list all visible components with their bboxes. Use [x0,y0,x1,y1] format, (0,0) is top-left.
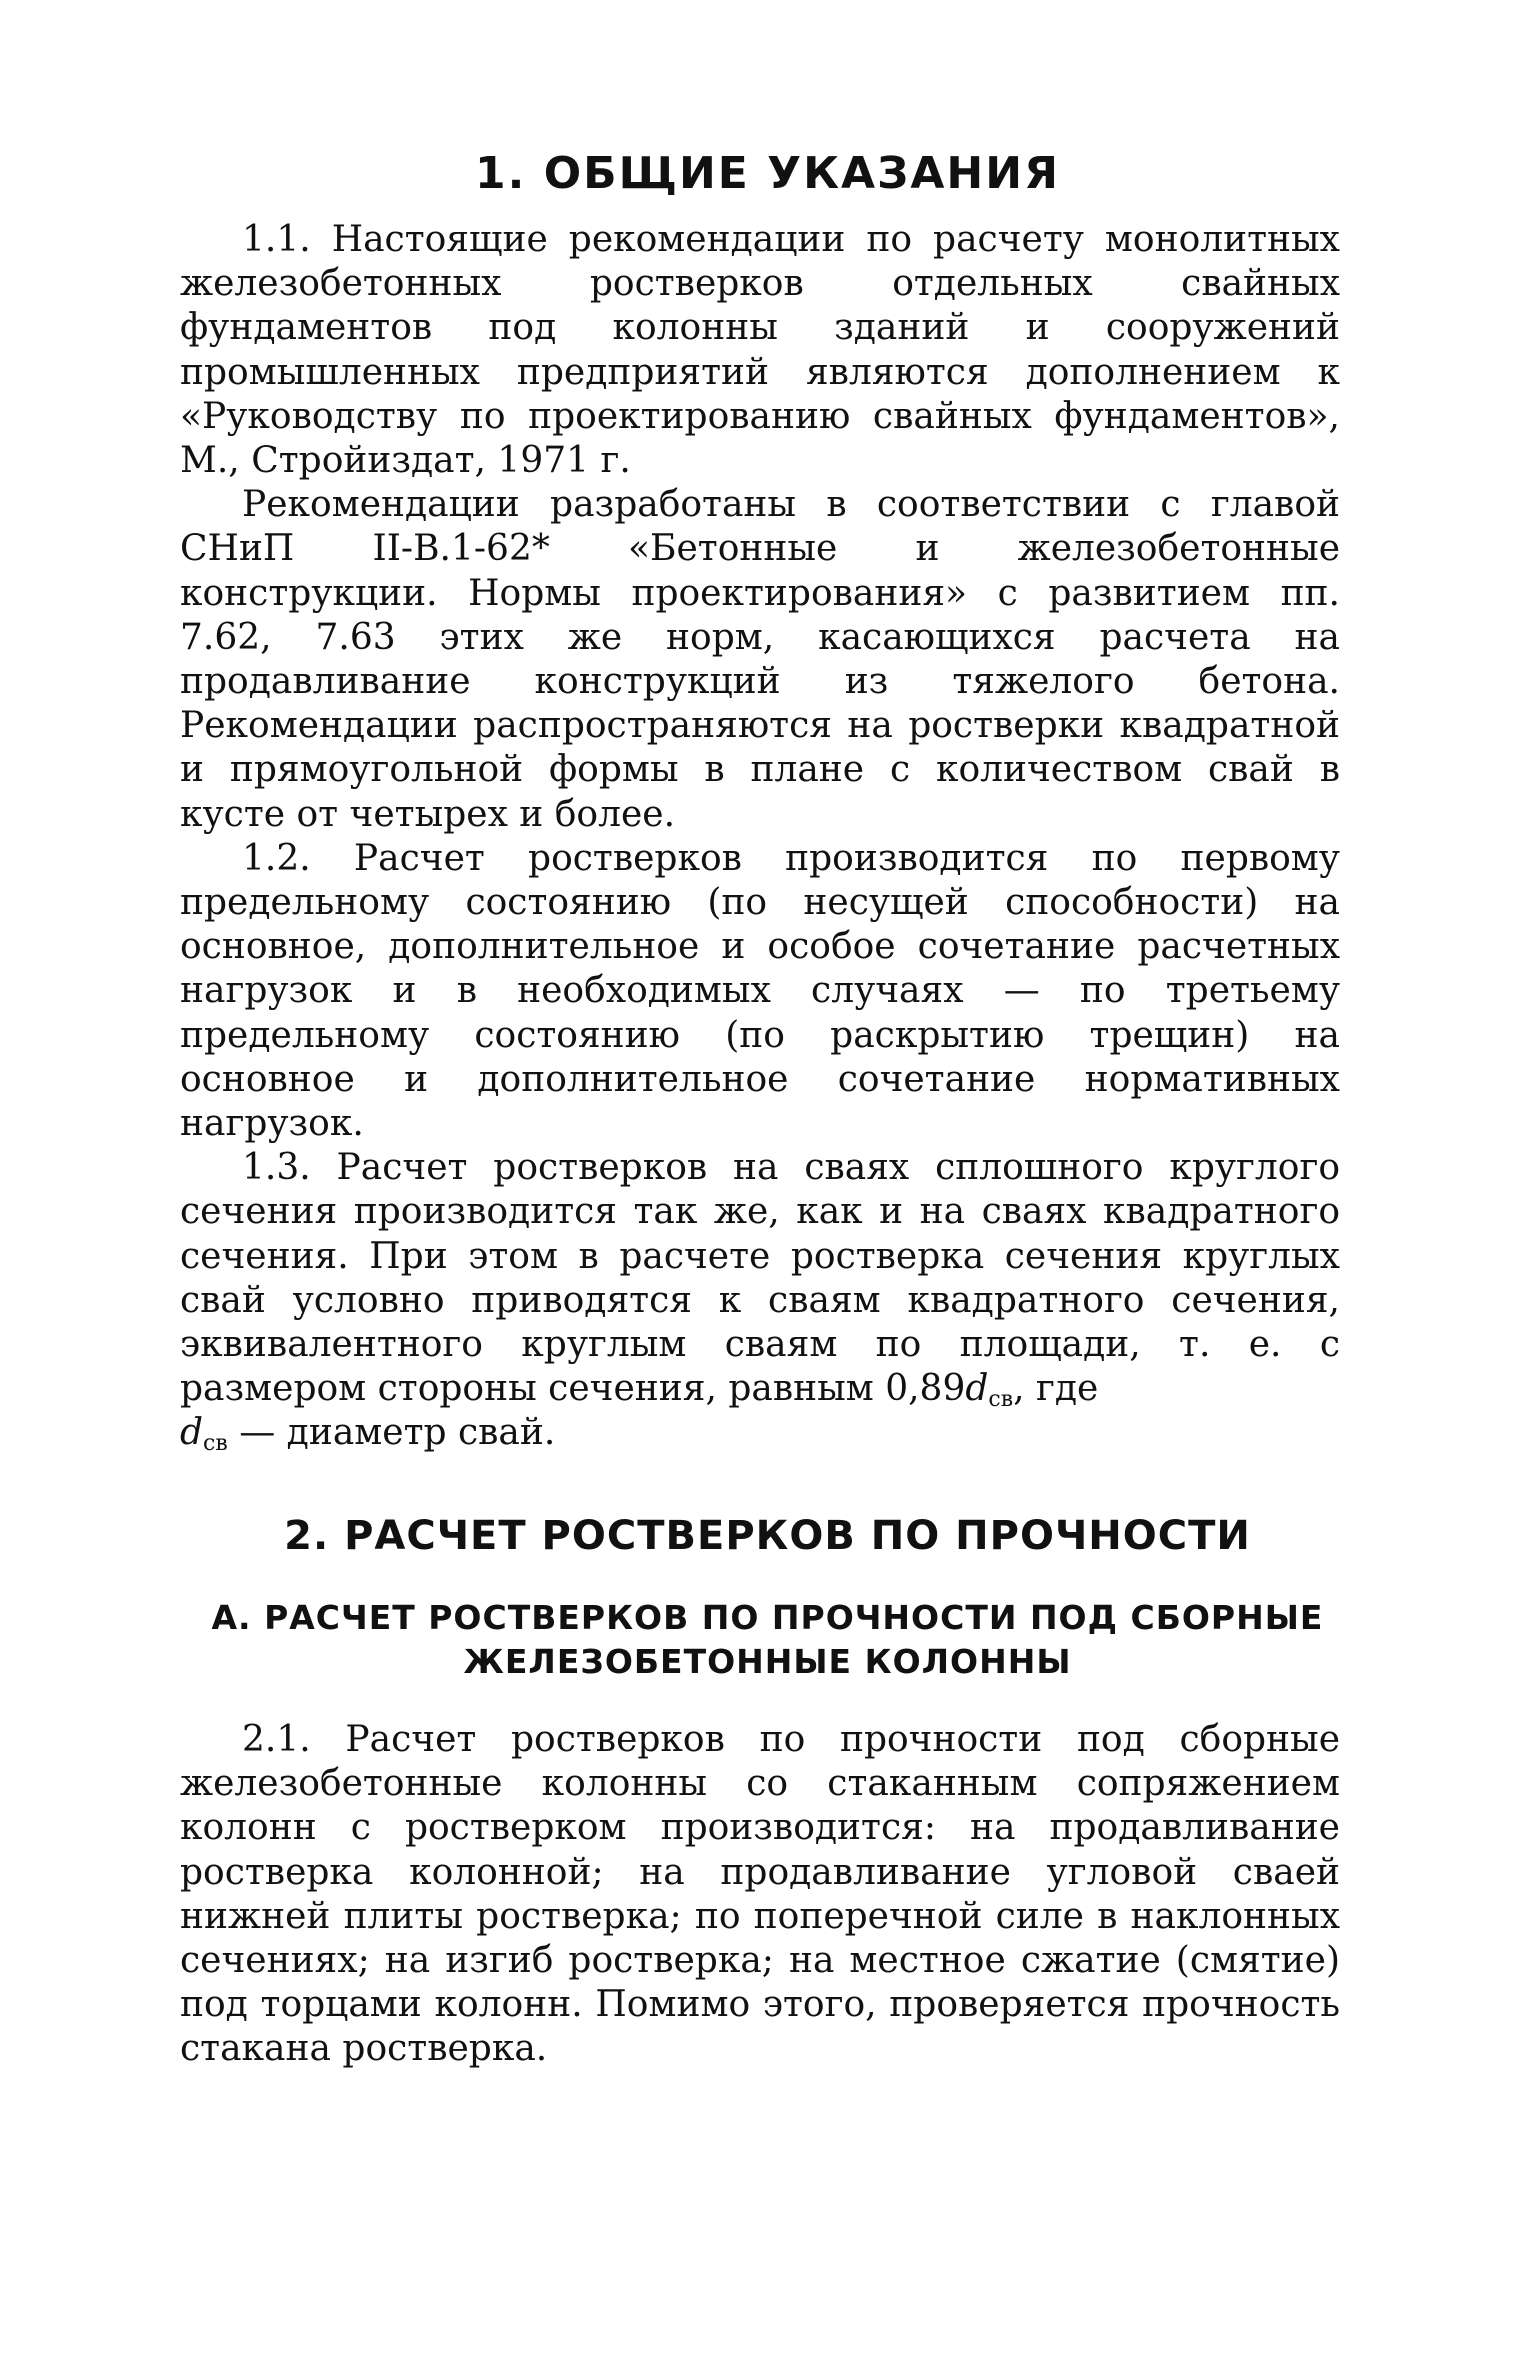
paragraph-1-3-text: 1.3. Расчет ростверков на сваях сплошного круглого сечения производится так же, как и на сваях квадратного сечения. При этом в расчете ростверка сечения круглых свай условно приводятся к сваям квадратного сечения, эквивалентного круглым сваям по площади, т. е. с размером стороны сечения, равным 0,89 [180,1147,1340,1410]
d-subscript: св [988,1387,1014,1413]
where-text: , где [1013,1368,1099,1410]
d-subscript-2: св [203,1431,228,1457]
section-1-title: 1. ОБЩИЕ УКАЗАНИЯ [475,148,1060,199]
paragraph-recommendations: Рекомендации разработаны в соответствии с главой СНиП II-В.1-62* «Бетонные и железобетонные конструкции. Нормы проектирования» с развитием пп. 7.62, 7.63 этих же норм, касающихся расчета на продавливание конструкций из тяжелого бетона. Рекомендации распространяются на ростверки квадратной и прямоугольной формы в плане с количеством свай в кусте от четырех и более. [180,484,1340,835]
section-2-body [180,1718,1340,2072]
paragraph-1-3 [180,1146,1340,1455]
d-symbol-2: d [180,1412,204,1454]
paragraph-1-1: 1.1. Настоящие рекомендации по расчету монолитных железобетонных ростверков отдельных свайных фундаментов под колонны зданий и сооружений промышленных предприятий являются дополнением к «Руководству по проектированию свайных фундаментов», М., Стройиздат, 1971 г. [180,219,1340,482]
subsection-a-title-line-1: А. РАСЧЕТ РОСТВЕРКОВ ПО ПРОЧНОСТИ ПОД СБОРНЫЕ [211,1598,1324,1637]
paragraph-2-1: 2.1. Расчет ростверков по прочности под сборные железобетонные колонны со стаканным сопряжением колонн с ростверком производится: на продавливание ростверка колонной; на продавливание угловой сваей нижней плиты ростверка; по поперечной силе в наклонных сечениях; на изгиб ростверка; на местное сжатие (смятие) под торцами колонн. Помимо этого, проверяется прочность стакана ростверка. [180,1719,1340,2070]
subsection-a-title-line-2: ЖЕЛЕЗОБЕТОННЫЕ КОЛОННЫ [463,1642,1072,1681]
diameter-text: — диаметр свай. [227,1412,556,1454]
paragraph-1-2: 1.2. Расчет ростверков производится по первому предельному состоянию (по несущей способности) на основное, дополнительное и особое сочетание расчетных нагрузок и в необходимых случаях — по третьему предельному состоянию (по раскрытию трещин) на основное и дополнительное сочетание нормативных нагрузок. [180,837,1340,1145]
section-1-body [180,218,1340,1456]
section-2-title: 2. РАСЧЕТ РОСТВЕРКОВ ПО ПРОЧНОСТИ [284,1513,1251,1559]
d-symbol: d [965,1368,989,1410]
subsection-a-title [0,1596,1535,1684]
